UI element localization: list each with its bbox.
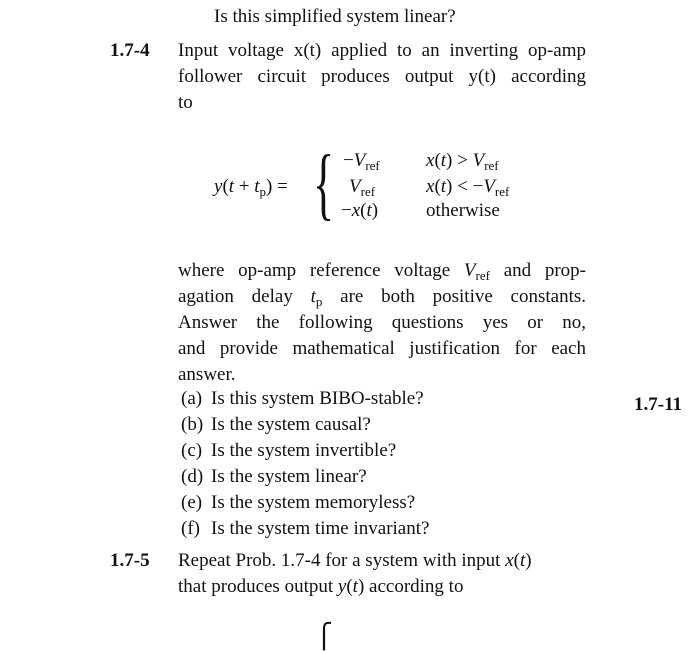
question-list — [181, 386, 429, 542]
case-value: $-V_{ref}$ — [343, 150, 380, 173]
problem-5-text — [178, 548, 532, 600]
intro-line: to — [178, 92, 193, 113]
question-item — [181, 386, 429, 412]
body-line: where op-amp reference voltage $V_{ref}$ and prop- — [178, 260, 586, 283]
question-text: Is the system invertible? — [211, 440, 397, 461]
intro-line: Input voltage x(t) applied to an inverting op-amp — [178, 40, 586, 61]
intro-line: follower circuit produces output y(t) according — [178, 66, 586, 87]
question-label: (f) — [181, 518, 200, 539]
problem-5-line: that produces output y(t) according to — [178, 576, 464, 597]
problem-number-1-7-5: 1.7-5 — [110, 550, 150, 571]
body-line: Answer the following questions yes or no, — [178, 312, 586, 333]
equation-lhs: $y(t + t_p)$ = — [214, 176, 288, 199]
case-value: $V_{ref}$ — [349, 176, 376, 199]
case-condition: $x(t) < -V_{ref}$ — [426, 176, 510, 199]
question-item — [181, 516, 429, 542]
problem-4-intro — [178, 38, 586, 116]
question-item — [181, 490, 429, 516]
case-condition: otherwise — [426, 200, 500, 221]
question-text: Is the system memoryless? — [211, 492, 416, 513]
question-label: (d) — [181, 466, 204, 487]
question-text: Is the system time invariant? — [211, 518, 430, 539]
question-label: (a) — [181, 388, 203, 409]
question-text: Is the system linear? — [211, 466, 367, 487]
problem-number-1-7-11: 1.7-11 — [634, 394, 683, 415]
problem-number-1-7-4: 1.7-4 — [110, 40, 150, 61]
question-label: (b) — [181, 414, 204, 435]
body-line: answer. — [178, 364, 236, 385]
question-item — [181, 412, 429, 438]
body-line: agation delay $t_p$ are both positive constants. — [178, 286, 586, 309]
case-condition: $x(t) > V_{ref}$ — [426, 150, 499, 173]
question-text: Is the system causal? — [211, 414, 371, 435]
question-item — [181, 464, 429, 490]
prev-question-text: Is this simplified system linear? — [214, 6, 456, 27]
next-equation-brace-fragment: ⎧ — [315, 624, 333, 650]
case-value: −x(t) — [341, 200, 379, 221]
problem-5-line: Repeat Prob. 1.7-4 for a system with input x(t) — [178, 550, 532, 571]
question-label: (c) — [181, 440, 203, 461]
body-line: and provide mathematical justification for each — [178, 338, 586, 359]
question-item — [181, 438, 429, 464]
question-label: (e) — [181, 492, 203, 513]
problem-4-body — [178, 258, 586, 388]
question-text: Is this system BIBO-stable? — [211, 388, 424, 409]
left-brace: { — [313, 140, 335, 228]
